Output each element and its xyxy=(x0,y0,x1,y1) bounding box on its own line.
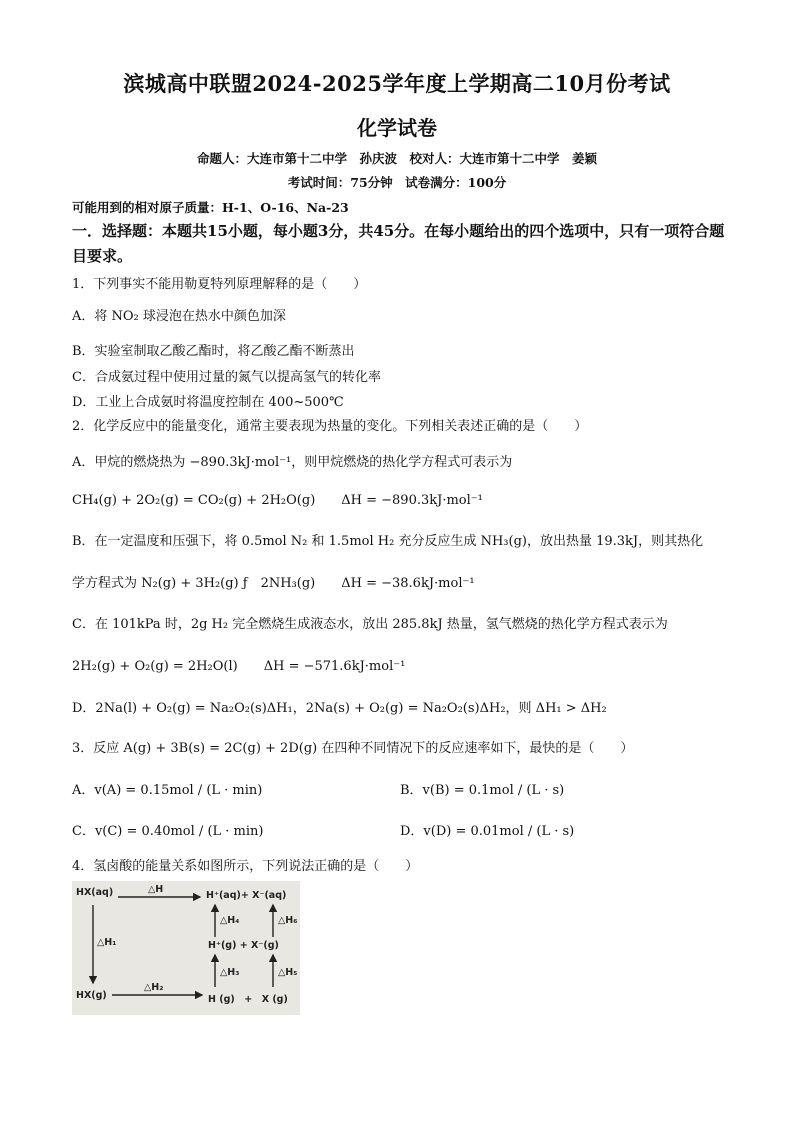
q2-stem: 2．化学反应中的能量变化，通常主要表现为热量的变化。下列相关表述正确的是（ ） xyxy=(72,419,588,434)
q2-option-c-equation: 2H₂(g) + O₂(g) = 2H₂O(l) ΔH = −571.6kJ·mol⁻¹ xyxy=(72,659,406,674)
label-hx-aq: HX(aq) xyxy=(76,887,114,898)
label-dh1: △H₁ xyxy=(97,937,117,948)
label-ions-g: H⁺(g) + X⁻(g) xyxy=(208,940,279,951)
q2-option-b: B．在一定温度和压强下，将 0.5mol N₂ 和 1.5mol H₂ 充分反应生成 NH₃(g)，放出热量 19.3kJ，则其热化 xyxy=(72,534,704,549)
label-dh5: △H₅ xyxy=(278,967,298,978)
q2-option-d: D．2Na(l) + O₂(g) = Na₂O₂(s)ΔH₁，2Na(s) + O₂(g) = Na₂O₂(s)ΔH₂，则 ΔH₁ > ΔH₂ xyxy=(72,701,607,716)
q2-option-a-equation: CH₄(g) + 2O₂(g) = CO₂(g) + 2H₂O(g) ΔH = −890.3kJ·mol⁻¹ xyxy=(72,493,483,508)
section-heading: 一．选择题：本题共15小题，每小题3分，共45分。在每小题给出的四个选项中，只有一项符合题目要求。 xyxy=(72,222,725,265)
q1-option-c: C．合成氨过程中使用过量的氮气以提高氢气的转化率 xyxy=(72,370,381,385)
q3-stem: 3．反应 A(g) + 3B(s) = 2C(g) + 2D(g) 在四种不同情况下的反应速率如下，最快的是（ ） xyxy=(72,741,634,756)
label-dh4: △H₄ xyxy=(220,915,240,926)
q3-option-a: A．v(A) = 0.15mol / (L · min) xyxy=(72,783,263,798)
label-dh3: △H₃ xyxy=(220,967,240,978)
label-dh: △H xyxy=(148,884,164,895)
q1-option-a: A．将 NO₂ 球浸泡在热水中颜色加深 xyxy=(72,309,286,324)
q2-option-a: A．甲烷的燃烧热为 −890.3kJ·mol⁻¹，则甲烷燃烧的热化学方程式可表示为 xyxy=(72,455,513,470)
label-hx-g: HX(g) xyxy=(76,990,107,1001)
q1-stem: 1．下列事实不能用勒夏特列原理解释的是（ ） xyxy=(72,277,367,292)
q3-option-c: C．v(C) = 0.40mol / (L · min) xyxy=(72,824,264,839)
label-ions-aq: H⁺(aq)+ X⁻(aq) xyxy=(206,890,287,901)
q3-option-d: D．v(D) = 0.01mol / (L · s) xyxy=(400,824,575,839)
label-dh2: △H₂ xyxy=(144,982,164,993)
page-title: 滨城高中联盟2024-2025学年度上学期高二10月份考试 xyxy=(123,71,671,96)
q3-option-b: B．v(B) = 0.1mol / (L · s) xyxy=(400,783,565,798)
atomic-masses: 可能用到的相对原子质量：H-1、O-16、Na-23 xyxy=(72,200,349,215)
label-dh6: △H₆ xyxy=(278,915,298,926)
q4-stem: 4．氢卤酸的能量关系如图所示，下列说法正确的是（ ） xyxy=(72,859,419,874)
q1-option-b: B．实验室制取乙酸乙酯时，将乙酸乙酯不断蒸出 xyxy=(72,344,355,359)
page-subtitle: 化学试卷 xyxy=(357,116,437,140)
authors-line: 命题人：大连市第十二中学 孙庆波 校对人：大连市第十二中学 姜颖 xyxy=(196,151,597,166)
exam-info: 考试时间：75分钟 试卷满分：100分 xyxy=(287,175,507,190)
q1-option-d: D．工业上合成氨时将温度控制在 400~500℃ xyxy=(72,395,344,410)
q2-option-c: C．在 101kPa 时，2g H₂ 完全燃烧生成液态水，放出 285.8kJ 热量，氢气燃烧的热化学方程式表示为 xyxy=(72,617,668,632)
q2-option-b-equation: 学方程式为 N₂(g) + 3H₂(g) ƒ 2NH₃(g) ΔH = −38.6kJ·mol⁻¹ xyxy=(72,576,475,591)
label-atoms-g: H (g) + X (g) xyxy=(208,994,288,1005)
energy-diagram xyxy=(72,881,300,1015)
